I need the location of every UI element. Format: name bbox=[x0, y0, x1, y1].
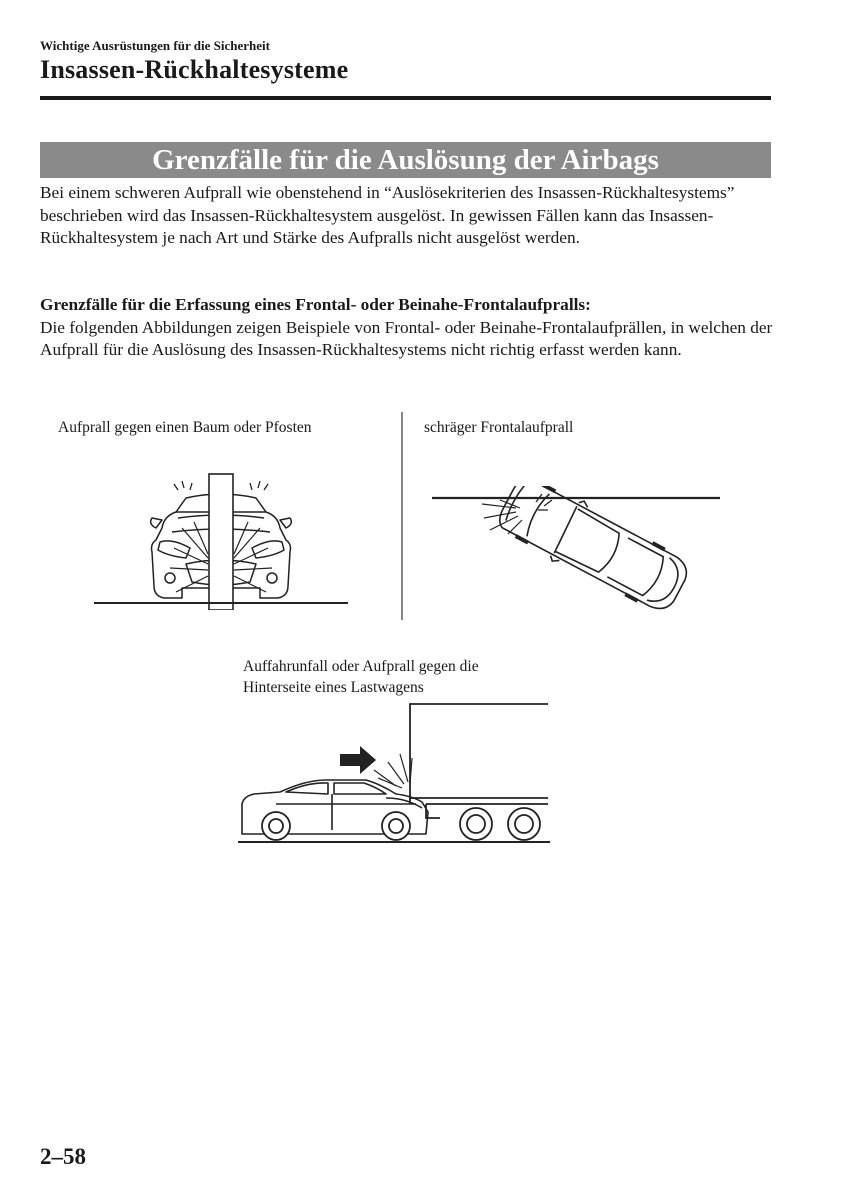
frontal-section-heading: Grenzfälle für die Erfassung eines Frontal- oder Beinahe-Frontalaufpralls: bbox=[40, 295, 591, 314]
running-header-section: Wichtige Ausrüstungen für die Sicherheit bbox=[40, 38, 270, 53]
oblique-impact-illustration bbox=[428, 486, 724, 610]
oblique-figure-caption: schräger Frontalaufprall bbox=[424, 419, 574, 436]
truck-caption-line2: Hinterseite eines Lastwagens bbox=[243, 679, 424, 696]
pole-figure-caption: Aufprall gegen einen Baum oder Pfosten bbox=[58, 419, 312, 436]
truck-impact-illustration bbox=[236, 700, 552, 846]
truck-figure-caption bbox=[243, 656, 479, 698]
frontal-section bbox=[40, 294, 780, 362]
figure-divider bbox=[398, 412, 406, 622]
intro-paragraph: Bei einem schweren Aufprall wie obenstehend in “Auslösekriterien des Insassen-Rückhaltesystems” beschrieben wird das Insassen-Rückhaltesystem ausgelöst. In gewissen Fällen kann das Insassen-Rückhaltesystem je nach Art und Stärke des Aufpralls nicht ausgelöst werden. bbox=[40, 183, 735, 247]
truck-caption-line1: Auffahrunfall oder Aufprall gegen die bbox=[243, 658, 479, 675]
page-number: 2–58 bbox=[40, 1144, 86, 1169]
header-divider bbox=[40, 96, 771, 100]
pole-impact-illustration bbox=[90, 468, 352, 610]
running-header-title: Insassen-Rückhaltesysteme bbox=[40, 55, 349, 84]
section-banner: Grenzfälle für die Auslösung der Airbags bbox=[40, 142, 771, 178]
frontal-section-text: Die folgenden Abbildungen zeigen Beispiele von Frontal- oder Beinahe-Frontalaufprällen, in welchen der Aufprall für die Auslösung des Insassen-Rückhaltesystems nicht richtig erfasst werden kann. bbox=[40, 317, 773, 359]
